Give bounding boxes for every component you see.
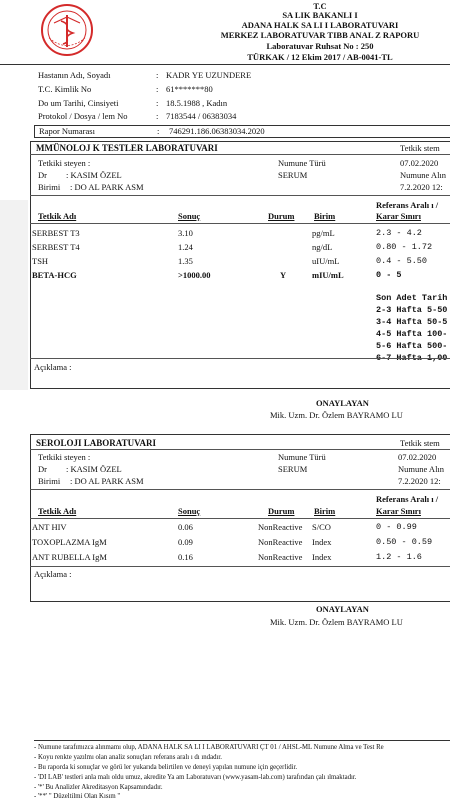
patient-birth-value: 18.5.1988 , Kadın [166, 98, 228, 108]
patient-protocol-value: 7183544 / 06383034 [166, 111, 237, 121]
table-row-result: 0.16 [178, 552, 193, 562]
patient-birth-label: Do um Tarihi, Cinsiyeti [38, 98, 119, 108]
comment-divider [30, 358, 450, 359]
patient-tc-label: T.C. Kimlik No [38, 84, 92, 94]
table-row-status: NonReactive [258, 522, 303, 532]
hcg-ref-line: 4-5 Hafta 100- [376, 329, 448, 339]
sample-type-label: Numune Türü [278, 452, 326, 462]
table-row-test: SERBEST T3 [32, 228, 80, 238]
title-divider [30, 449, 450, 450]
footer-divider [34, 740, 450, 741]
table-row-ref: 2.3 - 4.2 [376, 228, 422, 238]
ministry-seal-logo [34, 3, 100, 57]
table-row-result: 0.09 [178, 537, 193, 547]
approver-title: ONAYLAYAN [316, 398, 369, 408]
left-margin-shade [0, 200, 28, 390]
approver-title: ONAYLAYAN [316, 604, 369, 614]
table-row-result: 0.06 [178, 522, 193, 532]
table-row-result: >1000.00 [178, 270, 211, 280]
header-line-lab: ADANA HALK SA LI I LABORATUVARI [241, 20, 399, 30]
table-header-divider [30, 518, 450, 519]
request-date-value: 07.02.2020 [400, 158, 439, 168]
table-row-unit: ng/dL [312, 242, 333, 252]
unit-label: Birimi [38, 476, 61, 486]
table-row-test: TSH [32, 256, 49, 266]
col-unit: Birim [314, 506, 336, 516]
hcg-ref-line: 6-7 Hafta 1,00 [376, 353, 448, 363]
comment-divider [30, 566, 450, 567]
section-title-immunology: MMÜNOLOJ K TESTLER LABORATUVARI [36, 143, 218, 153]
sample-type-value: SERUM [278, 170, 308, 180]
patient-name-row [38, 70, 251, 80]
table-row-ref: 0.50 - 0.59 [376, 537, 433, 547]
header-line-ministry: SA LIK BAKANLI I [282, 10, 358, 20]
header-line-accreditation: TÜRKAK / 12 Ekim 2017 / AB-0041-TL [247, 52, 393, 62]
sample-type-label: Numune Türü [278, 158, 326, 168]
hcg-ref-line: 5-6 Hafta 500- [376, 341, 448, 351]
patient-tc-row [38, 84, 213, 94]
footer-note: - '*' Bu Analizler Akreditasyon Kapsamındadır. [34, 784, 163, 791]
table-row-ref: 1.2 - 1.6 [376, 552, 422, 562]
patient-name-label: Hastanın Adı, Soyadı [38, 70, 111, 80]
col-result: Sonuç [178, 506, 201, 516]
colon: : [156, 98, 159, 108]
request-date-label: Tetkik stem [400, 143, 440, 153]
report-number-label: Rapor Numarası [39, 126, 95, 136]
doctor-value: : KASIM ÖZEL [66, 170, 122, 180]
info-divider [30, 489, 450, 490]
report-number-value: 746291.186.06383034.2020 [169, 126, 265, 136]
header-divider [0, 64, 450, 65]
hcg-ref-line: 3-4 Hafta 50-5 [376, 317, 448, 327]
doctor-value: : KASIM ÖZEL [66, 464, 122, 474]
colon: : [156, 111, 159, 121]
unit-value: : DO AL PARK ASM [70, 476, 144, 486]
table-row-test: SERBEST T4 [32, 242, 80, 252]
table-row-test: ANT HIV [32, 522, 67, 532]
table-row-status: NonReactive [258, 552, 303, 562]
footer-note: - '**' " Düzeltilmi Olan Kısım " [34, 793, 121, 800]
table-row-result: 3.10 [178, 228, 193, 238]
table-row-test: TOXOPLAZMA IgM [32, 537, 107, 547]
table-header-divider [30, 223, 450, 224]
requester-label: Tetkiki steyen : [38, 158, 91, 168]
sample-collected-label: Numune Alın [398, 464, 445, 474]
unit-value: : DO AL PARK ASM [70, 182, 144, 192]
request-date-value: 07.02.2020 [398, 452, 437, 462]
reference-range-label: Referans Aralı ı / [376, 200, 439, 210]
table-row-status: Y [280, 270, 287, 280]
col-decision-limit: Karar Sınırı [376, 211, 421, 221]
col-status: Durum [268, 211, 295, 221]
table-row-unit: mIU/mL [312, 270, 344, 280]
unit-label: Birimi [38, 182, 61, 192]
table-row-unit: Index [312, 537, 332, 547]
patient-name-value: KADR YE UZUNDERE [166, 70, 252, 80]
col-test-name: Tetkik Adı [38, 211, 77, 221]
hcg-ref-line: 2-3 Hafta 5-50 [376, 305, 448, 315]
doctor-label: Dr [38, 170, 47, 180]
col-result: Sonuç [178, 211, 201, 221]
request-date-label: Tetkik stem [400, 438, 440, 448]
comment-label: Açıklama : [34, 569, 72, 579]
hcg-ref-line: Son Adet Tarih [376, 293, 448, 303]
doctor-label: Dr [38, 464, 47, 474]
sample-collected-label: Numune Alın [400, 170, 447, 180]
header-line-license: Laboratuvar Ruhsat No : 250 [266, 41, 374, 51]
table-row-test: BETA-HCG [32, 270, 77, 280]
table-row-unit: uIU/mL [312, 256, 340, 266]
table-row-test: ANT RUBELLA IgM [32, 552, 107, 562]
table-row-result: 1.35 [178, 256, 193, 266]
comment-label: Açıklama : [34, 362, 72, 372]
colon: : [156, 84, 159, 94]
patient-birth-row [38, 98, 227, 108]
table-row-unit: S/CO [312, 522, 331, 532]
footer-note: - Bu raporda ki sonuçlar ve görü ler yukarıda belirtilen ve deneyi yapılan numune için geçerlidir. [34, 764, 298, 771]
footer-note: - 'DI LAB' testleri anla malı oldu umuz, akredite Ya am Laboratuvarı (www.yasam-lab.com) tarafından çalı ılmaktadır. [34, 774, 357, 781]
sample-collected-value: 7.2.2020 12: [400, 182, 443, 192]
table-row-result: 1.24 [178, 242, 193, 252]
requester-label: Tetkiki steyen : [38, 452, 91, 462]
table-row-ref: 0 - 5 [376, 270, 402, 280]
col-test-name: Tetkik Adı [38, 506, 77, 516]
colon: : [156, 70, 159, 80]
header-line-report-title: MERKEZ LABORATUVAR TIBB ANAL Z RAPORU [220, 30, 420, 40]
title-divider [30, 154, 450, 155]
table-row-ref: 0.80 - 1.72 [376, 242, 433, 252]
table-row-ref: 0.4 - 5.50 [376, 256, 428, 266]
col-unit: Birim [314, 211, 336, 221]
table-row-unit: pg/mL [312, 228, 335, 238]
footer-note: - Koyu renkte yazılmı olan analiz sonuçları referans aralı ı dı ındadır. [34, 754, 222, 761]
approver-name: Mik. Uzm. Dr. Özlem BAYRAMO LU [270, 410, 403, 420]
patient-protocol-row [38, 111, 236, 121]
colon: : [157, 126, 160, 136]
header-line-tc: T.C [313, 1, 327, 11]
report-number-bar [34, 125, 450, 138]
section-title-serology: SEROLOJI LABORATUVARI [36, 438, 156, 448]
patient-tc-value: 61*******80 [166, 84, 213, 94]
table-row-status: NonReactive [258, 537, 303, 547]
info-divider [30, 195, 450, 196]
table-row-unit: Index [312, 552, 332, 562]
approver-name: Mik. Uzm. Dr. Özlem BAYRAMO LU [270, 617, 403, 627]
sample-type-value: SERUM [278, 464, 308, 474]
col-decision-limit: Karar Sınırı [376, 506, 421, 516]
reference-range-label: Referans Aralı ı / [376, 494, 439, 504]
col-status: Durum [268, 506, 295, 516]
footer-note: - Numune tarafımızca alınmamı olup, ADANA HALK SA LI I LABORATUVARI ÇT 01 / AHSL-ML Numune Alma ve Test Re [34, 744, 384, 751]
table-row-ref: 0 - 0.99 [376, 522, 417, 532]
sample-collected-value: 7.2.2020 12: [398, 476, 441, 486]
patient-protocol-label: Protokol / Dosya / lem No [38, 111, 128, 121]
